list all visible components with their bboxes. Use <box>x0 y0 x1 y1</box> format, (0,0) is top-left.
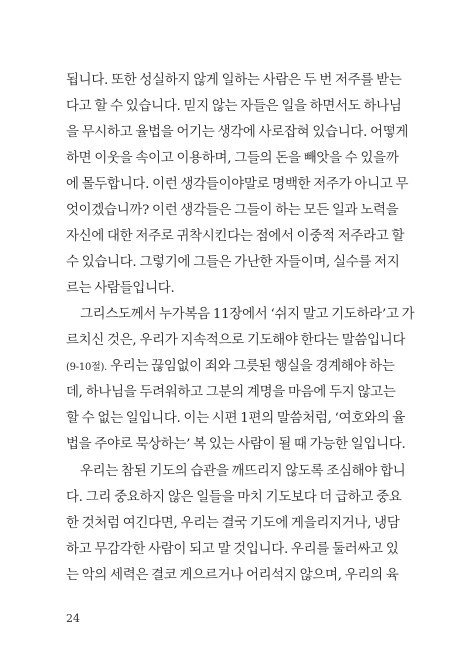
page-number: 24 <box>66 612 80 625</box>
text-line: 수 있습니다. 그렇기에 그들은 가난한 자들이며, 실수를 저지 <box>66 255 400 270</box>
text-line: 르는 사람들입니다. <box>66 281 175 296</box>
text-line: 할 수 없는 일입니다. 이는 시편 1편의 말씀처럼, ‘여호와의 율 <box>66 411 406 426</box>
text-line: 르치신 것은, 우리가 지속적으로 기도해야 한다는 말씀입니다 <box>66 333 406 348</box>
text-line: 우리는 참된 기도의 습관을 깨뜨리지 않도록 조심해야 합니 <box>80 464 406 479</box>
text-line: 는 악의 세력은 결코 게으르거나 어리석지 않으며, 우리의 육 <box>66 568 399 583</box>
text-fragment: 우리는 끊임없이 죄와 그릇된 행실을 경계해야 하는 <box>110 359 395 374</box>
text-line: 자신에 대한 저주로 귀착시킨다는 점에서 이중적 저주라고 할 <box>66 229 405 244</box>
text-line: 법을 주야로 묵상하는’ 복 있는 사람이 될 때 가능한 일입니다. <box>66 437 406 452</box>
text-line: 에 몰두합니다. 이런 생각들이야말로 명백한 저주가 아니고 무 <box>66 177 409 192</box>
text-line: 다. 그리 중요하지 않은 일들을 마치 기도보다 더 급하고 중요 <box>66 490 402 505</box>
text-line <box>66 358 404 377</box>
text-line: 엇이겠습니까? 이런 생각들은 그들이 하는 모든 일과 노력을 <box>66 203 399 218</box>
text-line: 됩니다. 또한 성실하지 않게 일하는 사람은 두 번 저주를 받는 <box>66 73 402 88</box>
verse-reference: (9-10절). <box>66 362 108 373</box>
text-line: 다고 할 수 있습니다. 믿지 않는 자들은 일을 하면서도 하나님 <box>66 99 402 114</box>
text-line: 하고 무감각한 사람이 되고 말 것입니다. 우리를 둘러싸고 있 <box>66 542 399 557</box>
text-line: 한 것처럼 여긴다면, 우리는 결국 기도에 게을리지거나, 냉담 <box>66 516 400 531</box>
text-line: 하면 이웃을 속이고 이용하며, 그들의 돈을 빼앗을 수 있을까 <box>66 151 399 166</box>
text-line: 데, 하나님을 두려워하고 그분의 계명을 마음에 두지 않고는 <box>66 385 396 400</box>
text-line: 그리스도께서 누가복음 11장에서 ‘쉬지 말고 기도하라’고 가 <box>80 307 415 322</box>
text-line: 을 무시하고 율법을 어기는 생각에 사로잡혀 있습니다. 어떻게 <box>66 125 409 140</box>
